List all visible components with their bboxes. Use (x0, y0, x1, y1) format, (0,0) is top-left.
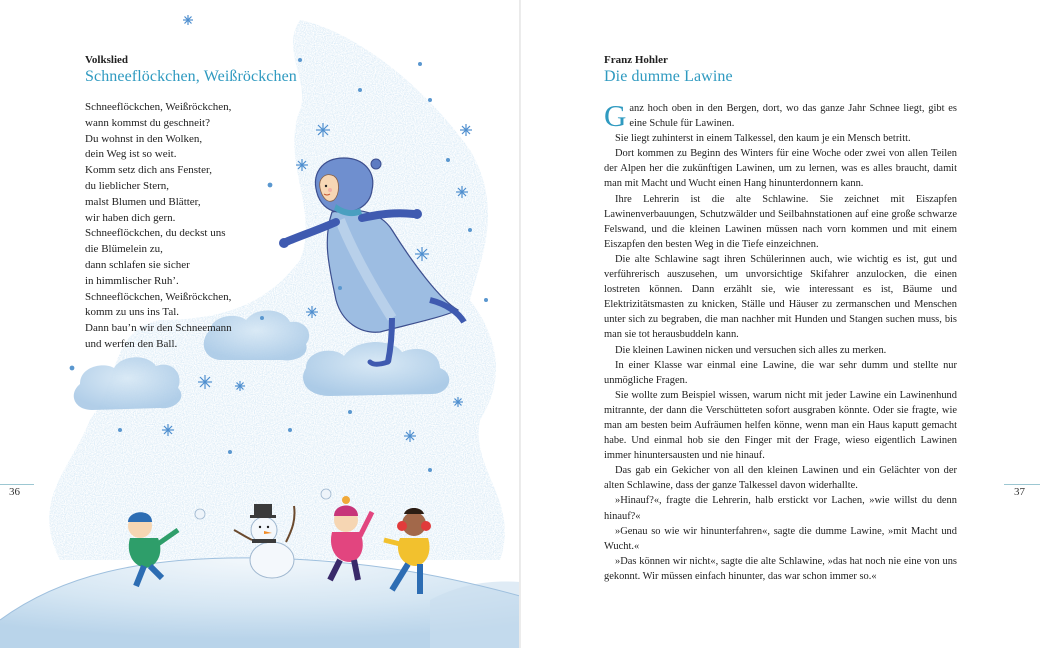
poem-line: Komm setz dich ans Fenster, (85, 164, 212, 177)
poem-body (85, 100, 275, 353)
poem-line: die Blümelein zu, (85, 243, 163, 256)
right-edge-rule (1004, 484, 1040, 485)
story-paragraph: »Das können wir nicht«, sagte die alte Schlawine, »das hat noch nie eine von uns gekonnt. Wir müssen einfach hinunter, das war schon immer so.« (604, 555, 957, 582)
poem-line: Du wohnst in den Wolken, (85, 132, 203, 145)
poem-line: Schneeflöckchen, du deckst uns (85, 227, 226, 240)
poem-line: komm zu uns ins Tal. (85, 306, 180, 319)
story-author: Franz Hohler (604, 54, 668, 66)
cloud-left (74, 357, 182, 410)
story-paragraph: Die kleinen Lawinen nicken und versuchen sich alles zu merken. (615, 344, 887, 356)
story-paragraph: Das gab ein Gekicher von all den kleinen Lawinen und ein Gelächter von der alten Schlawine, dass der ganze Talkessel davon widerhallte. (604, 465, 957, 492)
page-number-left: 36 (9, 486, 20, 498)
poem-line: in himmlischer Ruh’. (85, 274, 179, 287)
poem-line: du lieblicher Stern, (85, 179, 170, 192)
poem-title: Schneeflöckchen, Weißröckchen (85, 68, 297, 85)
story-paragraph: »Genau so wie wir hinunterfahren«, sagte die dumme Lawine, »mit Macht und Wucht.« (604, 525, 957, 552)
book-gutter (519, 0, 521, 648)
story-paragraph: Sie wollte zum Beispiel wissen, warum nicht mit jeder Lawine ein Lawinenhund mitrannte, der dann die Verschütteten sofort ausgraben könnte. Oder sie fragte, wie man am besten beim Aufräumen helfen könne, wenn man ein Haus kaputt gemacht habe. Und einmal hob sie den Finger mit der Frage, wieso eigentlich Lawinen immer hinuntersausten und nie hinauf. (604, 389, 957, 462)
story-paragraph: Sie liegt zuhinterst in einem Talkessel, den kaum je ein Mensch betritt. (615, 133, 911, 145)
poem-line: Schneeflöckchen, Weißröckchen, (85, 290, 232, 303)
story-paragraph: »Hinauf?«, fragte die Lehrerin, halb erstickt vor Lachen, »wie willst du denn hinauf?« (604, 495, 957, 522)
story-paragraph: In einer Klasse war einmal eine Lawine, die war sehr dumm und stellte nur unmögliche Fragen. (604, 359, 957, 386)
page-number-right: 37 (1014, 486, 1025, 498)
story-title: Die dumme Lawine (604, 68, 733, 85)
story-paragraph: Dort kommen zu Beginn des Winters für eine Woche oder zwei von allen Teilen der Alpen her die zukünftigen Lawinen, um zu lernen, was es alles braucht, damit man mit Macht und Wucht einen Hang hinunterdonnern kann. (604, 148, 957, 190)
poem-line: dann schlafen sie sicher (85, 258, 190, 271)
poem-line: malst Blumen und Blätter, (85, 195, 201, 208)
story-paragraph: Die alte Schlawine sagt ihren Schülerinnen auch, wie wichtig es ist, gut und verführerisch auszusehen, um unvorsichtige Skifahrer anzulocken, die einen lostreten können. Dann erzählt sie, wie interessant es ist, Bäume und Elektrizitätsmasten zu knicken, Ställe und Häuser zu zermanschen und Menschen unter sich zu begraben, die man nachher mit Hunden und Stangen suchen muss, bis man sie tot herausbuddeln kann. (604, 253, 957, 341)
story-paragraph: Ihre Lehrerin ist die alte Schlawine. Sie zeichnet mit Eiszapfen Lawinenverbauungen, Schutzwälder und Seilbahnstationen auf eine große schwarze Felswand, und die kleinen Lawinen müssen nach vorn kommen und mit einem Eiszapfen den besten Weg in die Tiefe einzeichnen. (604, 193, 957, 250)
poem-line: dein Weg ist so weit. (85, 148, 177, 161)
dropcap: G (604, 98, 627, 133)
poem-line: und werfen den Ball. (85, 337, 178, 350)
poem-line: Schneeflöckchen, Weißröckchen, (85, 101, 232, 113)
poem-line: wir haben dich gern. (85, 211, 176, 224)
left-edge-rule (0, 484, 34, 485)
story-body (604, 98, 957, 584)
story-paragraph: Ganz hoch oben in den Bergen, dort, wo das ganze Jahr Schnee liegt, gibt es eine Schule für Lawinen. (604, 98, 957, 133)
poem-author: Volkslied (85, 54, 129, 66)
poem-line: wann kommst du geschneit? (85, 116, 210, 129)
poem-line: Dann bau’n wir den Schneemann (85, 322, 232, 335)
